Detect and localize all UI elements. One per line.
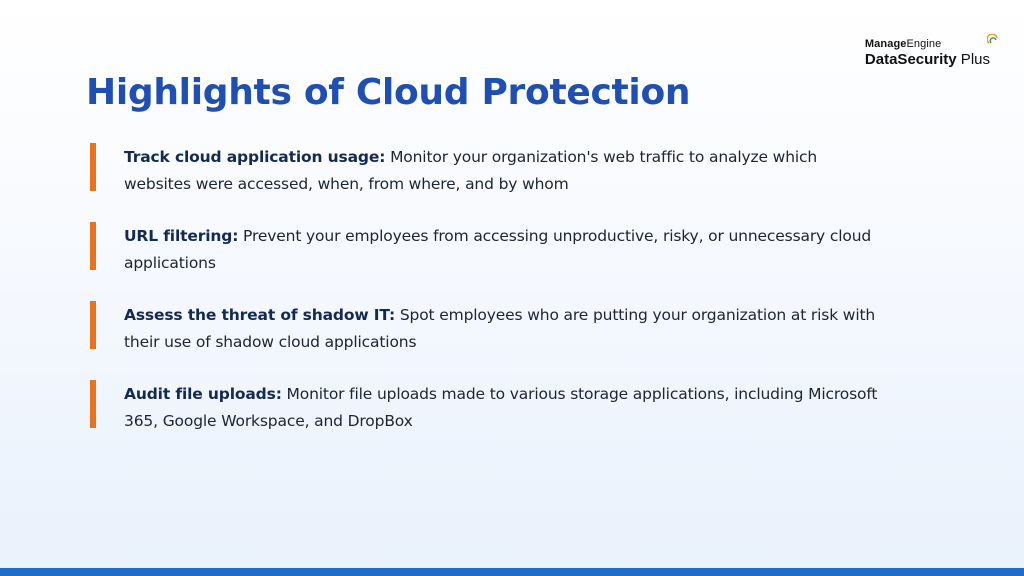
highlight-body: Monitor file uploads made to various storage applications, including Microsoft 365, Google Workspace, and DropBox: [124, 385, 878, 430]
logo-brand-regular: Engine: [906, 38, 942, 50]
logo-brand-bold: Manage: [864, 38, 907, 50]
logo-product-bold: DataSecurity: [864, 51, 957, 68]
manageengine-logo: [865, 38, 990, 68]
accent-bar: [90, 222, 96, 270]
highlight-text: [124, 144, 884, 198]
highlight-text: [124, 302, 884, 356]
highlight-text: [124, 381, 884, 435]
logo-brand: [865, 38, 990, 50]
footer-accent-bar: [0, 568, 1024, 576]
accent-bar: [90, 380, 96, 428]
highlight-lead: Assess the threat of shadow IT:: [124, 306, 396, 324]
highlight-body: Prevent your employees from accessing unproductive, risky, or unnecessary cloud applications: [124, 227, 872, 272]
highlight-text: [124, 223, 884, 277]
page-title: Highlights of Cloud Protection: [86, 72, 691, 113]
accent-bar: [90, 301, 96, 349]
swoosh-icon: [987, 34, 999, 46]
highlight-lead: Audit file uploads:: [124, 385, 282, 403]
highlight-body: Monitor your organization's web traffic to analyze which websites were accessed, when, from where, and by whom: [124, 148, 818, 193]
logo-product: [865, 51, 990, 68]
accent-bar: [90, 143, 96, 191]
highlight-lead: URL filtering:: [124, 227, 239, 245]
highlight-lead: Track cloud application usage:: [124, 148, 386, 166]
logo-product-regular: Plus: [956, 51, 990, 68]
highlight-body: Spot employees who are putting your organization at risk with their use of shadow cloud applications: [124, 306, 876, 351]
